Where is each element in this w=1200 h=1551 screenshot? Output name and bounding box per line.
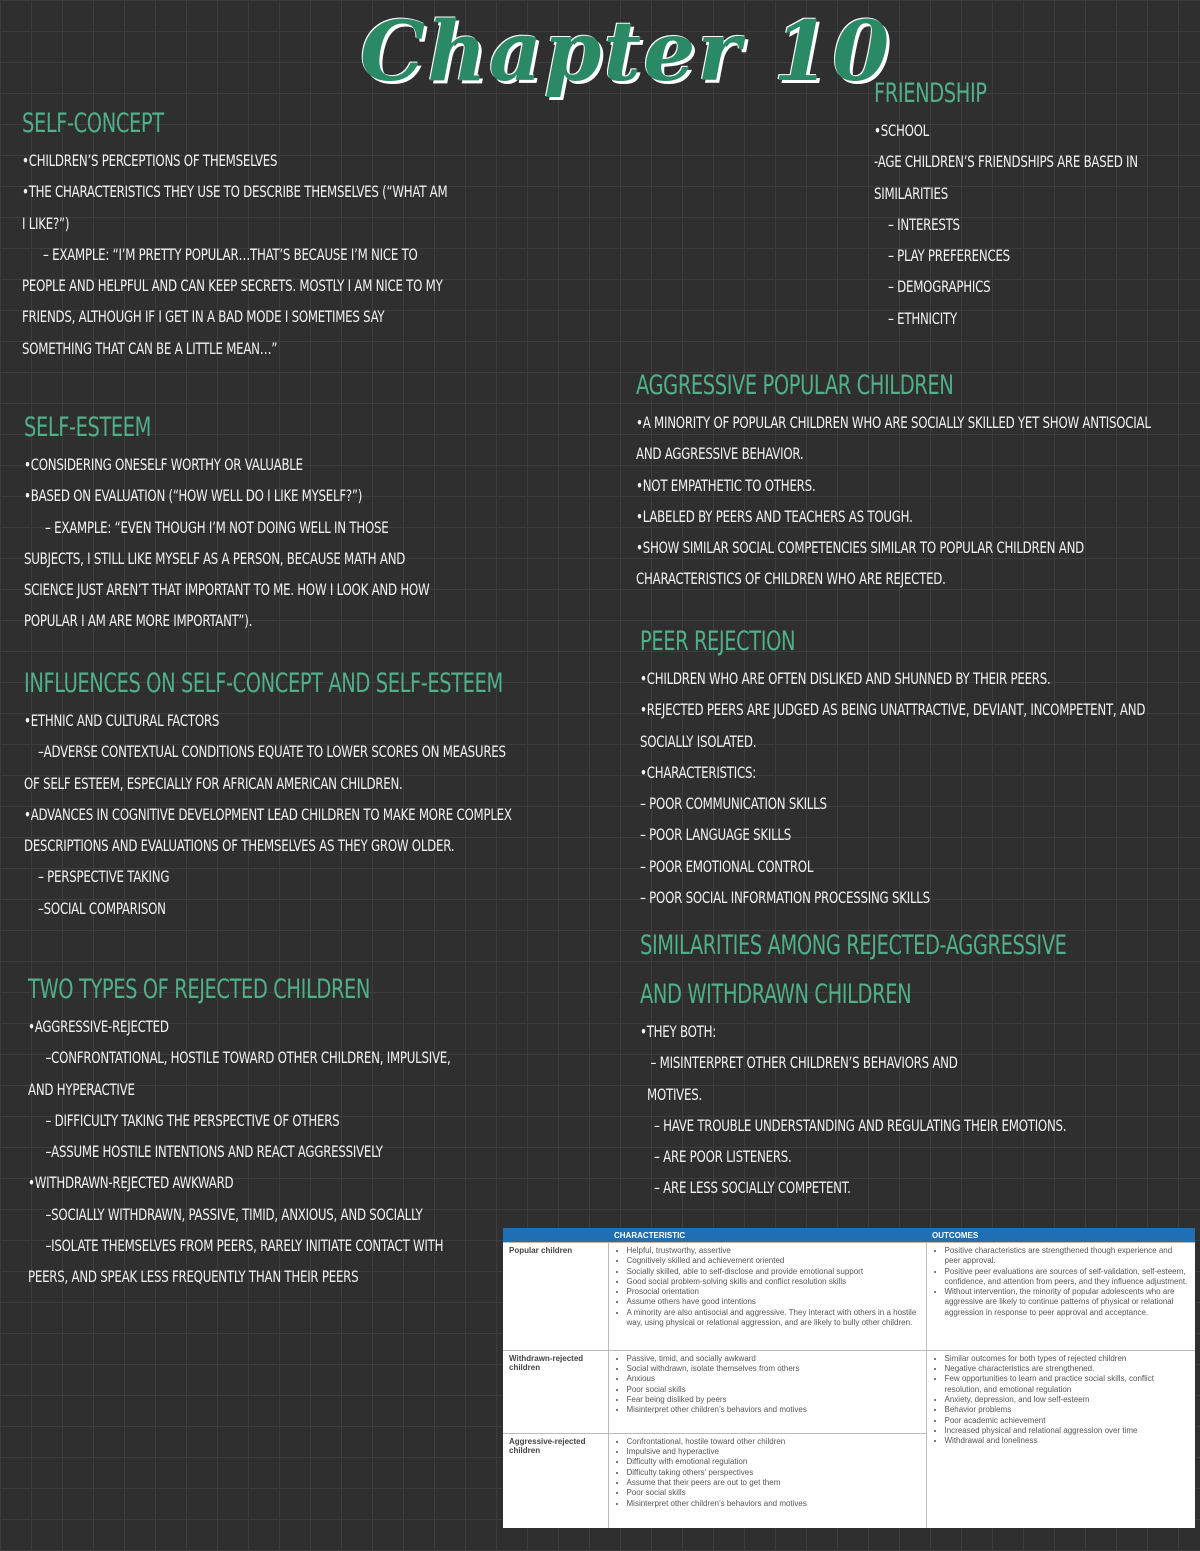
text-line: –ISOLATE THEMSELVES FROM PEERS, RARELY INITIATE CONTACT WITH [28, 1236, 444, 1256]
list-item: • Misinterpret other children’s behaviors and motives [627, 1499, 920, 1509]
list-item: • Without intervention, the minority of popular adolescents who are aggressive are likely to continue patterns of physical or relational aggression in response to peer approval and acceptance. [945, 1287, 1190, 1318]
text-line: •LABELED BY PEERS AND TEACHERS AS TOUGH. [636, 506, 913, 526]
section-heading: SIMILARITIES AMONG REJECTED-AGGRESSIVE [640, 930, 1067, 961]
text-line: –SOCIALLY WITHDRAWN, PASSIVE, TIMID, ANXIOUS, AND SOCIALLY [28, 1204, 423, 1224]
text-line: – ETHNICITY [874, 308, 957, 328]
section-peer-rejection [640, 626, 1200, 913]
table-row [503, 1350, 1195, 1433]
text-line: –SOCIAL COMPARISON [24, 898, 166, 918]
list-item: • Misinterpret other children’s behaviors and motives [627, 1405, 920, 1415]
list-item: • Increased physical and relational aggression over time [945, 1426, 1190, 1436]
text-line: •NOT EMPATHETIC TO OTHERS. [636, 475, 816, 495]
text-line: AND HYPERACTIVE [28, 1079, 135, 1099]
list-item: • Similar outcomes for both types of rejected children [945, 1354, 1190, 1364]
section-self-esteem [24, 412, 518, 637]
table-header-row [503, 1228, 1195, 1243]
text-line: – POOR COMMUNICATION SKILLS [640, 794, 827, 814]
list-item: • Socially skilled, able to self-disclose and provide emotional support [627, 1267, 920, 1277]
list-item: • Anxious [627, 1374, 920, 1384]
text-line: SOMETHING THAT CAN BE A LITTLE MEAN…” [22, 338, 278, 358]
list-item: • Few opportunities to learn and practice social skills, conflict resolution, and emotional regulation [945, 1374, 1190, 1395]
characteristics-cell [608, 1433, 926, 1528]
list-item: • Passive, timid, and socially awkward [627, 1354, 920, 1364]
section-self-concept [22, 108, 541, 364]
text-line: – INTERESTS [874, 214, 960, 234]
text-line: DESCRIPTIONS AND EVALUATIONS OF THEMSELVES AS THEY GROW OLDER. [24, 836, 455, 856]
text-line: SIMILARITIES [874, 183, 948, 203]
section-influences [24, 668, 623, 924]
text-line: – MISINTERPRET OTHER CHILDREN’S BEHAVIORS AND [640, 1053, 958, 1073]
outcomes-cell [926, 1350, 1195, 1528]
list-item: • Withdrawal and loneliness [945, 1436, 1190, 1446]
text-line: – ARE LESS SOCIALLY COMPETENT. [640, 1178, 851, 1198]
text-line: – ARE POOR LISTENERS. [640, 1147, 792, 1167]
text-line: – PERSPECTIVE TAKING [24, 867, 170, 887]
text-line: •SCHOOL [874, 121, 930, 140]
table-row [503, 1243, 1195, 1351]
text-line: •CHARACTERISTICS: [640, 762, 756, 782]
section-aggressive-popular [636, 370, 1200, 595]
characteristics-outcomes-table [503, 1228, 1195, 1528]
row-label: Withdrawn-rejected children [503, 1350, 608, 1433]
list-item: • Difficulty with emotional regulation [627, 1457, 920, 1467]
text-line: –ADVERSE CONTEXTUAL CONDITIONS EQUATE TO LOWER SCORES ON MEASURES [24, 742, 506, 762]
text-line: •BASED ON EVALUATION (“HOW WELL DO I LIKE MYSELF?”) [24, 486, 363, 506]
text-line: SOCIALLY ISOLATED. [640, 731, 757, 751]
row-label: Popular children [503, 1243, 608, 1351]
table-header-cell: OUTCOMES [926, 1228, 1195, 1243]
text-line: •A MINORITY OF POPULAR CHILDREN WHO ARE SOCIALLY SKILLED YET SHOW ANTISOCIAL [636, 413, 1151, 432]
text-line: •THEY BOTH: [640, 1022, 716, 1041]
text-line: •WITHDRAWN-REJECTED AWKWARD [28, 1173, 234, 1193]
section-heading: TWO TYPES OF REJECTED CHILDREN [28, 974, 371, 1005]
section-heading: FRIENDSHIP [874, 78, 987, 109]
list-item: • Poor social skills [627, 1488, 920, 1498]
text-line: MOTIVES. [640, 1084, 702, 1104]
text-line: – POOR LANGUAGE SKILLS [640, 825, 791, 845]
text-line: •SHOW SIMILAR SOCIAL COMPETENCIES SIMILAR TO POPULAR CHILDREN AND [636, 538, 1085, 558]
section-friendship [874, 78, 1196, 334]
text-line: •CHILDREN’S PERCEPTIONS OF THEMSELVES [22, 151, 278, 170]
text-line: -AGE CHILDREN’S FRIENDSHIPS ARE BASED IN [874, 152, 1138, 172]
section-similarities [640, 930, 1173, 1204]
text-line: –CONFRONTATIONAL, HOSTILE TOWARD OTHER CHILDREN, IMPULSIVE, [28, 1048, 451, 1068]
text-line: – HAVE TROUBLE UNDERSTANDING AND REGULATING THEIR EMOTIONS. [640, 1115, 1067, 1135]
section-heading: SELF-CONCEPT [22, 108, 164, 139]
list-item: • Confrontational, hostile toward other children [627, 1437, 920, 1447]
list-item: • Cognitively skilled and achievement oriented [627, 1256, 920, 1266]
text-line: •CONSIDERING ONESELF WORTHY OR VALUABLE [24, 455, 303, 474]
text-line: •CHILDREN WHO ARE OFTEN DISLIKED AND SHUNNED BY THEIR PEERS. [640, 669, 1051, 688]
page-title: Chapter 10 [360, 4, 892, 100]
section-heading: SELF-ESTEEM [24, 412, 152, 443]
list-item: • Impulsive and hyperactive [627, 1447, 920, 1457]
list-item: • Behavior problems [945, 1405, 1190, 1415]
text-line: POPULAR I AM ARE MORE IMPORTANT”). [24, 611, 253, 631]
characteristics-cell [608, 1350, 926, 1433]
text-line: •ADVANCES IN COGNITIVE DEVELOPMENT LEAD CHILDREN TO MAKE MORE COMPLEX [24, 804, 512, 824]
text-line: •THE CHARACTERISTICS THEY USE TO DESCRIBE THEMSELVES (“WHAT AM [22, 182, 448, 202]
list-item: • Social withdrawn, isolate themselves from others [627, 1364, 920, 1374]
row-label: Aggressive-rejected children [503, 1433, 608, 1528]
list-item: • Fear being disliked by peers [627, 1395, 920, 1405]
section-heading: AND WITHDRAWN CHILDREN [640, 979, 912, 1010]
text-line: •ETHNIC AND CULTURAL FACTORS [24, 711, 220, 730]
text-line: SCIENCE JUST AREN’T THAT IMPORTANT TO ME. HOW I LOOK AND HOW [24, 580, 430, 600]
text-line: SUBJECTS, I STILL LIKE MYSELF AS A PERSON, BECAUSE MATH AND [24, 548, 406, 568]
list-item: • Poor academic achievement [945, 1416, 1190, 1426]
text-line: – DIFFICULTY TAKING THE PERSPECTIVE OF OTHERS [28, 1110, 340, 1130]
text-line: PEERS, AND SPEAK LESS FREQUENTLY THAN THEIR PEERS [28, 1267, 359, 1287]
text-line: – POOR EMOTIONAL CONTROL [640, 856, 814, 876]
text-line: – EXAMPLE: “I’M PRETTY POPULAR…THAT’S BECAUSE I’M NICE TO [22, 244, 418, 264]
text-line: – POOR SOCIAL INFORMATION PROCESSING SKILLS [640, 888, 930, 908]
text-line: OF SELF ESTEEM, ESPECIALLY FOR AFRICAN AMERICAN CHILDREN. [24, 773, 403, 793]
list-item: • A minority are also antisocial and aggressive. They interact with others in a hostile way, using physical or relational aggression, and are likely to bully other children. [627, 1308, 920, 1329]
section-two-types-rejected [28, 974, 543, 1293]
list-item: • Assume that their peers are out to get them [627, 1478, 920, 1488]
section-heading: AGGRESSIVE POPULAR CHILDREN [636, 370, 954, 401]
text-line: I LIKE?”) [22, 213, 70, 233]
list-item: • Helpful, trustworthy, assertive [627, 1246, 920, 1256]
text-line: •AGGRESSIVE-REJECTED [28, 1017, 169, 1036]
list-item: • Positive characteristics are strengthened though experience and peer approval. [945, 1246, 1190, 1267]
list-item: • Negative characteristics are strengthened. [945, 1364, 1190, 1374]
section-heading: INFLUENCES ON SELF-CONCEPT AND SELF-ESTEEM [24, 668, 503, 699]
text-line: – DEMOGRAPHICS [874, 277, 991, 297]
list-item: • Positive peer evaluations are sources of self-validation, self-esteem, confidence, and attention from peers, and they influence adjustment. [945, 1267, 1190, 1288]
table-header-cell [503, 1228, 608, 1243]
text-line: –ASSUME HOSTILE INTENTIONS AND REACT AGGRESSIVELY [28, 1142, 383, 1162]
text-line: AND AGGRESSIVE BEHAVIOR. [636, 444, 804, 464]
section-heading: PEER REJECTION [640, 626, 796, 657]
text-line: – PLAY PREFERENCES [874, 246, 1010, 266]
table-header-cell: CHARACTERISTIC [608, 1228, 926, 1243]
text-line: PEOPLE AND HELPFUL AND CAN KEEP SECRETS. MOSTLY I AM NICE TO MY [22, 276, 443, 296]
list-item: • Prosocial orientation [627, 1287, 920, 1297]
list-item: • Good social problem-solving skills and conflict resolution skills [627, 1277, 920, 1287]
text-line: CHARACTERISTICS OF CHILDREN WHO ARE REJECTED. [636, 569, 946, 589]
outcomes-cell [926, 1243, 1195, 1351]
list-item: • Anxiety, depression, and low self-esteem [945, 1395, 1190, 1405]
characteristics-cell [608, 1243, 926, 1351]
list-item: • Assume others have good intentions [627, 1297, 920, 1307]
list-item: • Difficulty taking others’ perspectives [627, 1468, 920, 1478]
text-line: FRIENDS, ALTHOUGH IF I GET IN A BAD MODE I SOMETIMES SAY [22, 307, 385, 327]
text-line: •REJECTED PEERS ARE JUDGED AS BEING UNATTRACTIVE, DEVIANT, INCOMPETENT, AND [640, 700, 1146, 720]
text-line: – EXAMPLE: “EVEN THOUGH I’M NOT DOING WELL IN THOSE [24, 517, 389, 537]
list-item: • Poor social skills [627, 1385, 920, 1395]
